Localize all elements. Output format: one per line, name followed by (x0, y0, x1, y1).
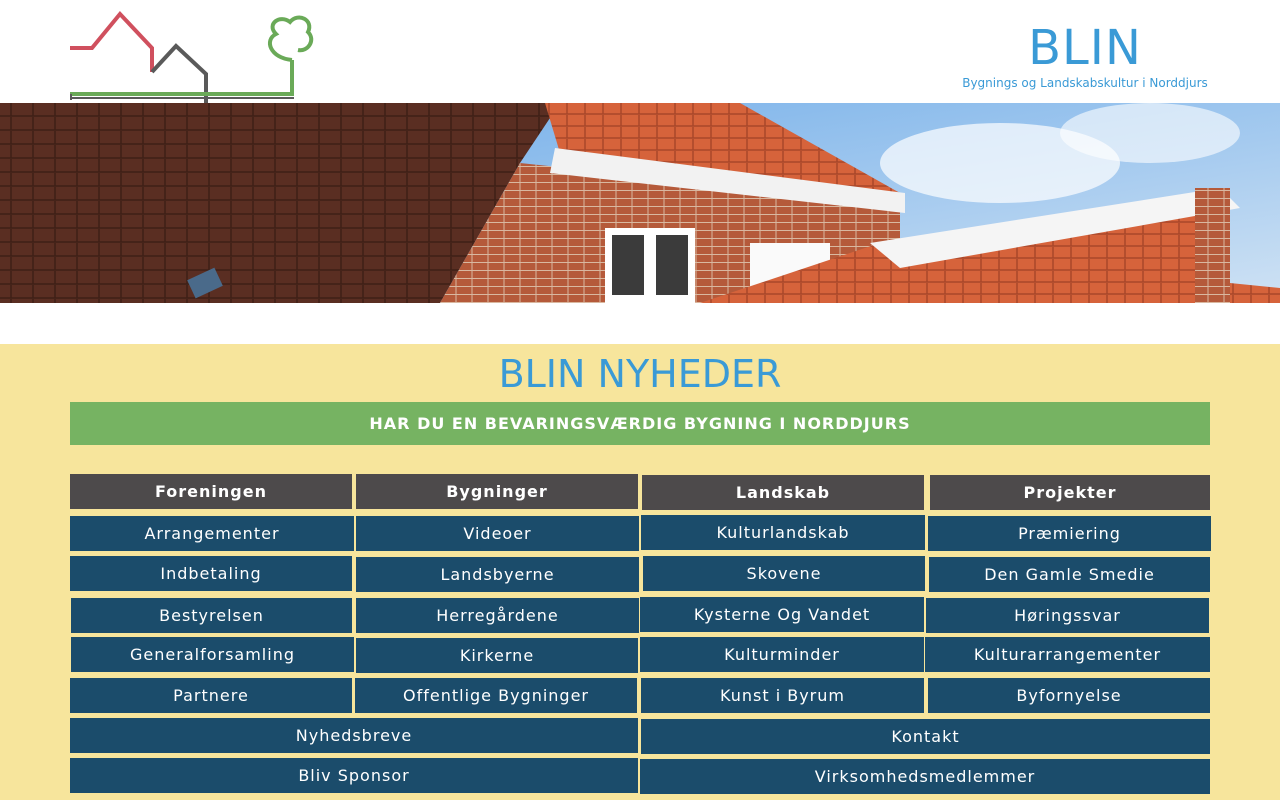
news-title: BLIN NYHEDER (498, 352, 782, 396)
site-header (0, 0, 1280, 103)
menu-item-den-gamle-smedie[interactable]: Den Gamle Smedie (929, 557, 1210, 592)
menu-item-landsbyerne[interactable]: Landsbyerne (356, 557, 639, 592)
menu-item-bliv-sponsor[interactable]: Bliv Sponsor (70, 758, 638, 793)
column-header-projekter[interactable]: Projekter (930, 475, 1210, 510)
menu-item-generalforsamling[interactable]: Generalforsamling (71, 637, 354, 672)
menu-item-kulturlandskab[interactable]: Kulturlandskab (641, 515, 925, 550)
menu-item-nyhedsbreve[interactable]: Nyhedsbreve (70, 718, 638, 753)
brand-subtitle: Bygnings og Landskabskultur i Norddjurs (962, 76, 1208, 90)
menu-item-arrangementer[interactable]: Arrangementer (70, 516, 354, 551)
menu-item-virksomhedsmedlemmer[interactable]: Virksomhedsmedlemmer (640, 759, 1210, 794)
menu-item-kulturarrangementer[interactable]: Kulturarrangementer (925, 637, 1210, 672)
column-header-bygninger[interactable]: Bygninger (356, 474, 638, 509)
menu-item-praemiering[interactable]: Præmiering (928, 516, 1211, 551)
menu-item-skovene[interactable]: Skovene (643, 556, 925, 591)
menu-item-kontakt[interactable]: Kontakt (641, 719, 1210, 754)
house-tree-logo-icon[interactable] (70, 10, 315, 104)
menu-item-bestyrelsen[interactable]: Bestyrelsen (71, 598, 352, 633)
brand-title: BLIN (1028, 20, 1142, 76)
menu-item-partnere[interactable]: Partnere (70, 678, 352, 713)
banner-link[interactable]: HAR DU EN BEVARINGSVÆRDIG BYGNING I NORDDJURS (70, 402, 1210, 445)
menu-item-kysterne-og-vandet[interactable]: Kysterne Og Vandet (640, 597, 924, 632)
menu-item-offentlige-bygninger[interactable]: Offentlige Bygninger (355, 678, 637, 713)
column-header-foreningen[interactable]: Foreningen (70, 474, 352, 509)
menu-item-kulturminder[interactable]: Kulturminder (640, 637, 924, 672)
menu-item-byfornyelse[interactable]: Byfornyelse (928, 678, 1210, 713)
column-header-landskab[interactable]: Landskab (642, 475, 924, 510)
menu-item-hoeringssvar[interactable]: Høringssvar (926, 598, 1209, 633)
menu-item-kunst-i-byrum[interactable]: Kunst i Byrum (641, 678, 924, 713)
hero-image (0, 103, 1280, 303)
menu-item-indbetaling[interactable]: Indbetaling (70, 556, 352, 591)
brand-block[interactable] (960, 20, 1210, 90)
menu-item-kirkerne[interactable]: Kirkerne (356, 638, 638, 673)
menu-item-herregaardene[interactable]: Herregårdene (356, 598, 639, 633)
news-section (0, 344, 1280, 800)
menu-item-videoer[interactable]: Videoer (356, 516, 639, 551)
